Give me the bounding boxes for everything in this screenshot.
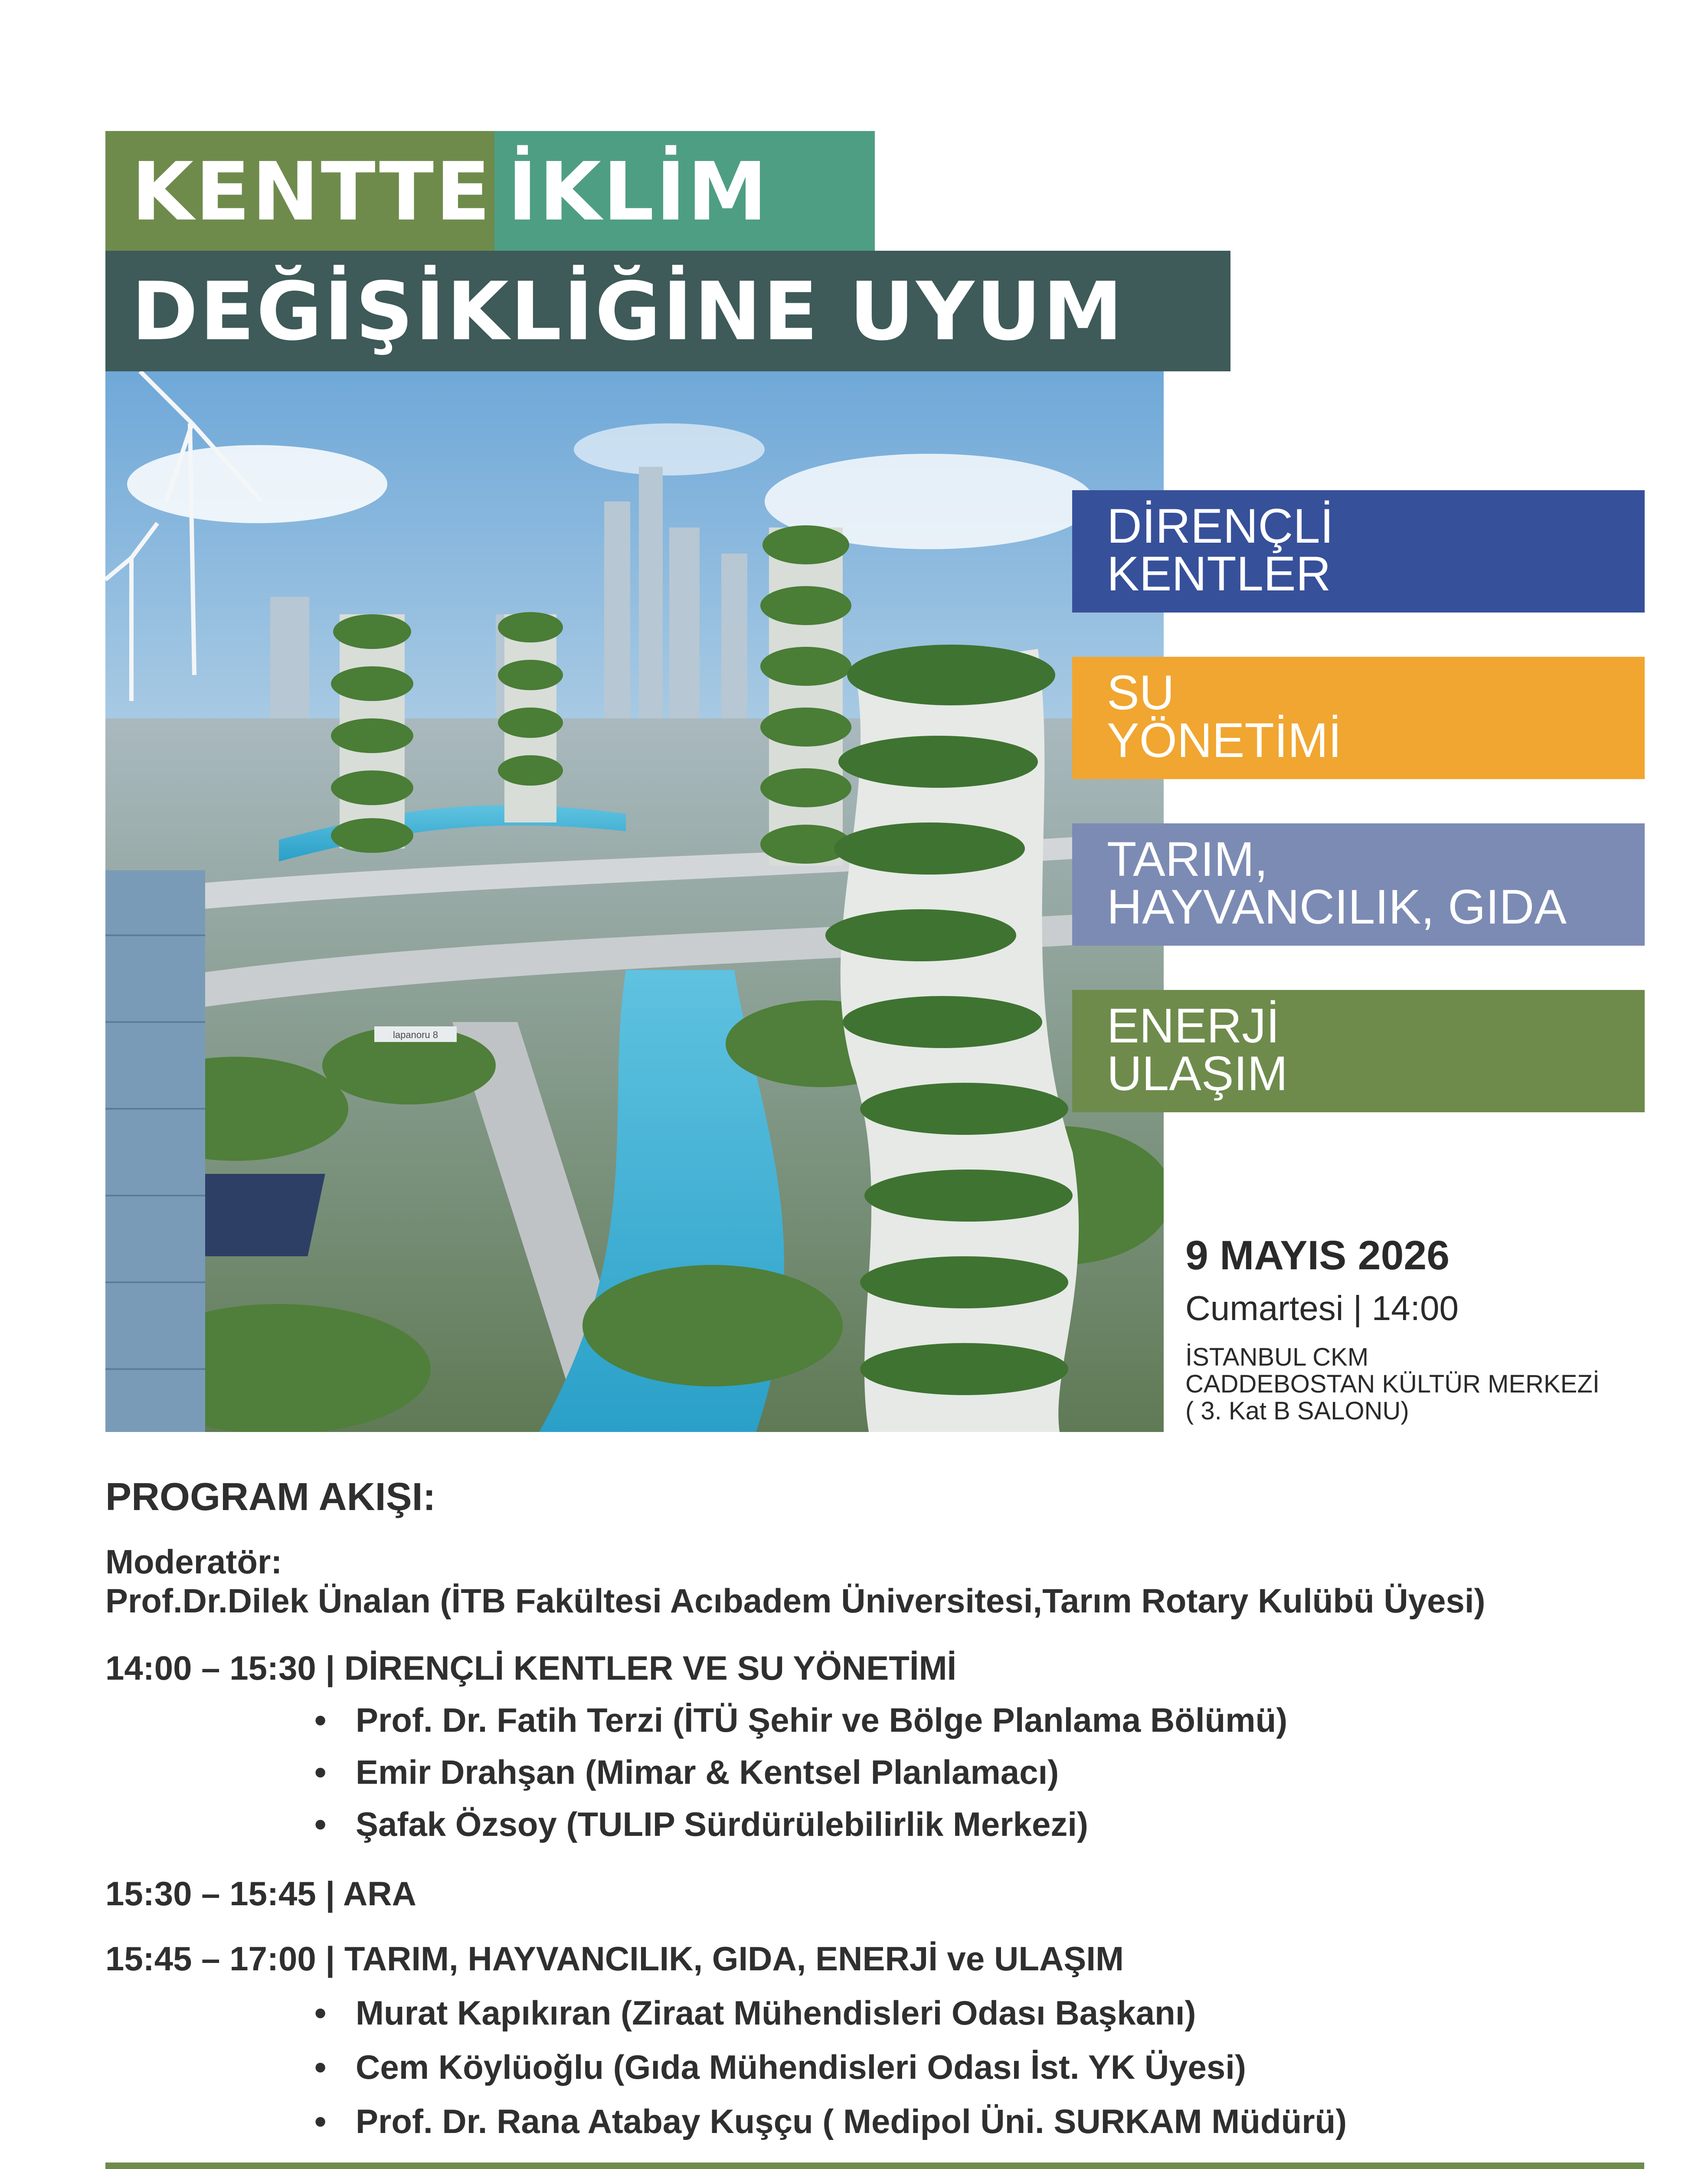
topic-line-1: ENERJİ [1107,999,1280,1053]
session-2-title: 15:45 – 17:00 | TARIM, HAYVANCILIK, GIDA, ENERJİ ve ULAŞIM [105,1940,1124,1978]
event-day-time: Cumartesi | 14:00 [1185,1289,1459,1327]
title-band-dark [105,251,1230,371]
topic-line-1: SU [1107,665,1175,720]
topic-line-2: ULAŞIM [1107,1046,1288,1101]
topic-line-2: YÖNETİMİ [1107,713,1342,767]
break-title: 15:30 – 15:45 | ARA [105,1874,416,1913]
venue-line-3: ( 3. Kat B SALONU) [1185,1397,1409,1425]
title-line-2: DEĞİŞİKLİĞİNE UYUM [131,265,1125,358]
title-band-teal [494,131,875,251]
topic-resilient-cities [1072,490,1645,613]
title-band-green [105,131,494,251]
session-2-speaker: • Murat Kapıkıran (Ziraat Mühendisleri Odası Başkanı) [356,1993,1196,2033]
event-venue [1185,1344,1600,1425]
session-1-speaker: • Emir Drahşan (Mimar & Kentsel Planlamacı) [356,1753,1059,1792]
title-word-iklim: İKLİM [507,145,769,239]
topic-line-2: KENTLER [1107,547,1331,601]
title-word-kentte: KENTTE [131,145,492,239]
session-1-speaker: • Prof. Dr. Fatih Terzi (İTÜ Şehir ve Bölge Planlama Bölümü) [356,1700,1287,1740]
topic-agriculture [1072,823,1645,946]
session-1-speaker: • Şafak Özsoy (TULIP Sürdürülebilirlik Merkezi) [356,1805,1088,1844]
topic-energy-transport [1072,990,1645,1112]
moderator-name: Prof.Dr.Dilek Ünalan (İTB Fakültesi Acıbadem Üniversitesi,Tarım Rotary Kulübü Üyesi) [105,1582,1486,1620]
session-2-speaker: • Prof. Dr. Rana Atabay Kuşçu ( Medipol Üni. SURKAM Müdürü) [356,2102,1347,2141]
hero-bridge-sign: lapanoru 8 [393,1029,438,1040]
venue-line-1: İSTANBUL CKM [1185,1343,1369,1371]
topic-line-2: HAYVANCILIK, GIDA [1107,880,1567,934]
topic-line-1: TARIM, [1107,832,1268,886]
session-1-title: 14:00 – 15:30 | DİRENÇLİ KENTLER VE SU YÖNETİMİ [105,1649,957,1687]
venue-line-2: CADDEBOSTAN KÜLTÜR MERKEZİ [1185,1370,1600,1398]
organizers-bar [105,2162,1644,2169]
topic-water-management [1072,657,1645,779]
topic-line-1: DİRENÇLİ [1107,499,1334,553]
event-date: 9 MAYIS 2026 [1185,1232,1450,1278]
hero-city-image [105,371,1164,1432]
session-2-speaker: • Cem Köylüoğlu (Gıda Mühendisleri Odası İst. YK Üyesi) [356,2048,1246,2087]
program-heading: PROGRAM AKIŞI: [105,1475,436,1519]
moderator-label: Moderatör: [105,1543,282,1581]
